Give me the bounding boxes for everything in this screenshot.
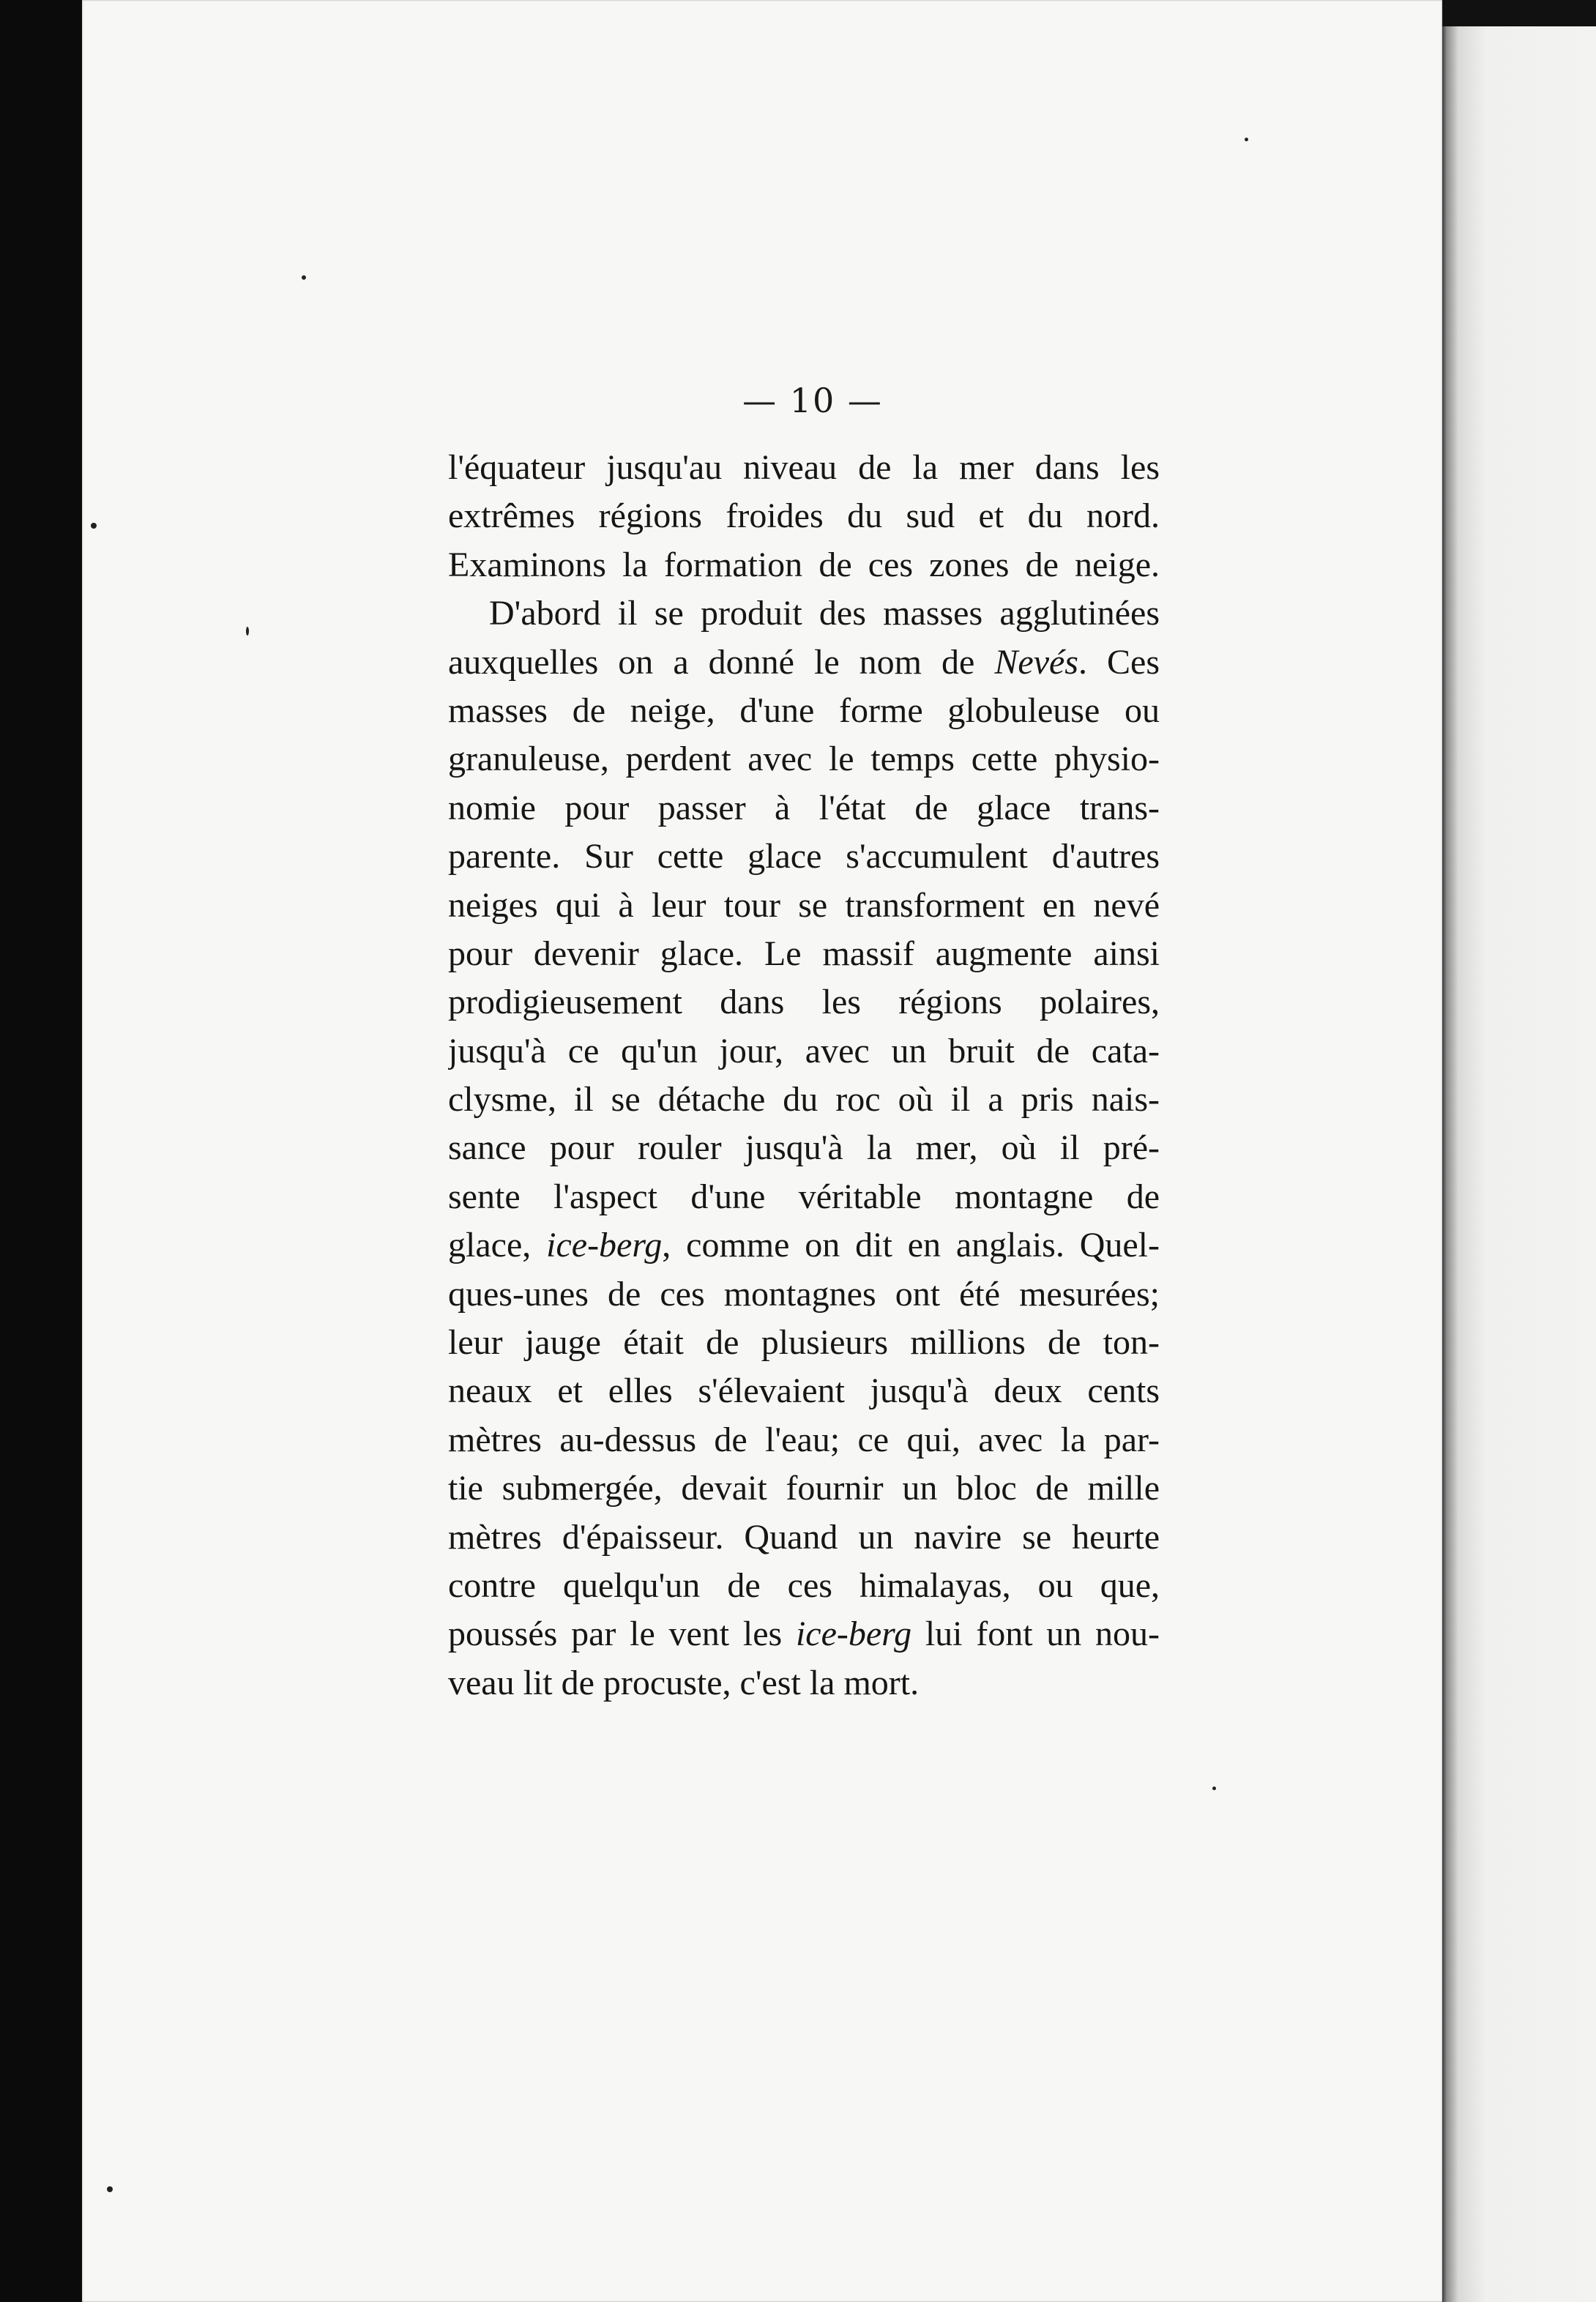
text-line [448,1610,1160,1658]
text-line: ques-unes de ces montagnes ont été mesurées; [448,1274,1160,1314]
scan-speck [246,627,249,636]
text-line: clysme, il se détache du roc où il a pris nais- [448,1080,1160,1120]
scan-speck [1212,1787,1216,1790]
text-line: D'abord il se produit des masses agglutinées [489,594,1160,633]
text-line: granuleuse, perdent avec le temps cette physio- [448,740,1160,779]
text-line: neiges qui à leur tour se transforment en nevé [448,885,1160,925]
text-line: sance pour rouler jusqu'à la mer, où il pré- [448,1128,1160,1168]
text-line [448,638,1160,687]
text-line: l'équateur jusqu'au niveau de la mer dans les [448,448,1160,487]
text-segment: , comme on dit en anglais. Quel- [662,1226,1160,1265]
text-line: pour devenir glace. Le massif augmente ainsi [448,934,1160,973]
text-line: masses de neige, d'une forme globuleuse ou [448,690,1160,730]
scan-speck [302,275,306,280]
italic-term-neves: Nevés [994,642,1078,682]
text-line: veau lit de procuste, c'est la mort. [448,1663,920,1702]
text-line: sente l'aspect d'une véritable montagne de [448,1177,1160,1216]
scan-border-top [1442,0,1596,26]
text-segment: . Ces [1078,642,1160,682]
text-line: leur jauge était de plusieurs millions de ton- [448,1323,1160,1363]
text-line: mètres d'épaisseur. Quand un navire se heurte [448,1517,1160,1557]
text-line: jusqu'à ce qu'un jour, avec un bruit de cata- [448,1031,1160,1070]
text-line: tie submergée, devait fournir un bloc de mille [448,1469,1160,1508]
text-segment: glace, [448,1226,547,1265]
italic-term-ice-berg: ice-berg [546,1226,663,1265]
text-line: neaux et elles s'élevaient jusqu'à deux cents [448,1371,1160,1411]
scan-speck [107,2186,113,2192]
italic-term-ice-berg: ice-berg [795,1614,912,1654]
text-line: extrêmes régions froides du sud et du nord. [448,496,1160,536]
page-number: — 10 — [742,381,883,420]
text-segment: auxquelles on a donné le nom de [448,642,995,682]
scan-speck [1245,138,1248,141]
text-line: Examinons la formation de ces zones de neige. [448,545,1160,584]
text-line: parente. Sur cette glace s'accumulent d'autres [448,837,1160,876]
text-line: mètres au-dessus de l'eau; ce qui, avec la par- [448,1420,1160,1459]
text-line: contre quelqu'un de ces himalayas, ou que, [448,1565,1160,1605]
text-segment: lui font un nou- [911,1614,1160,1654]
scan-speck [91,523,97,529]
text-line: prodigieusement dans les régions polaires, [448,983,1160,1022]
text-segment: poussés par le vent les [448,1614,796,1654]
text-line: nomie pour passer à l'état de glace trans- [448,788,1160,827]
text-line [448,1221,1160,1270]
body-text [448,444,1160,1707]
adjacent-page-edge [1442,26,1596,2302]
